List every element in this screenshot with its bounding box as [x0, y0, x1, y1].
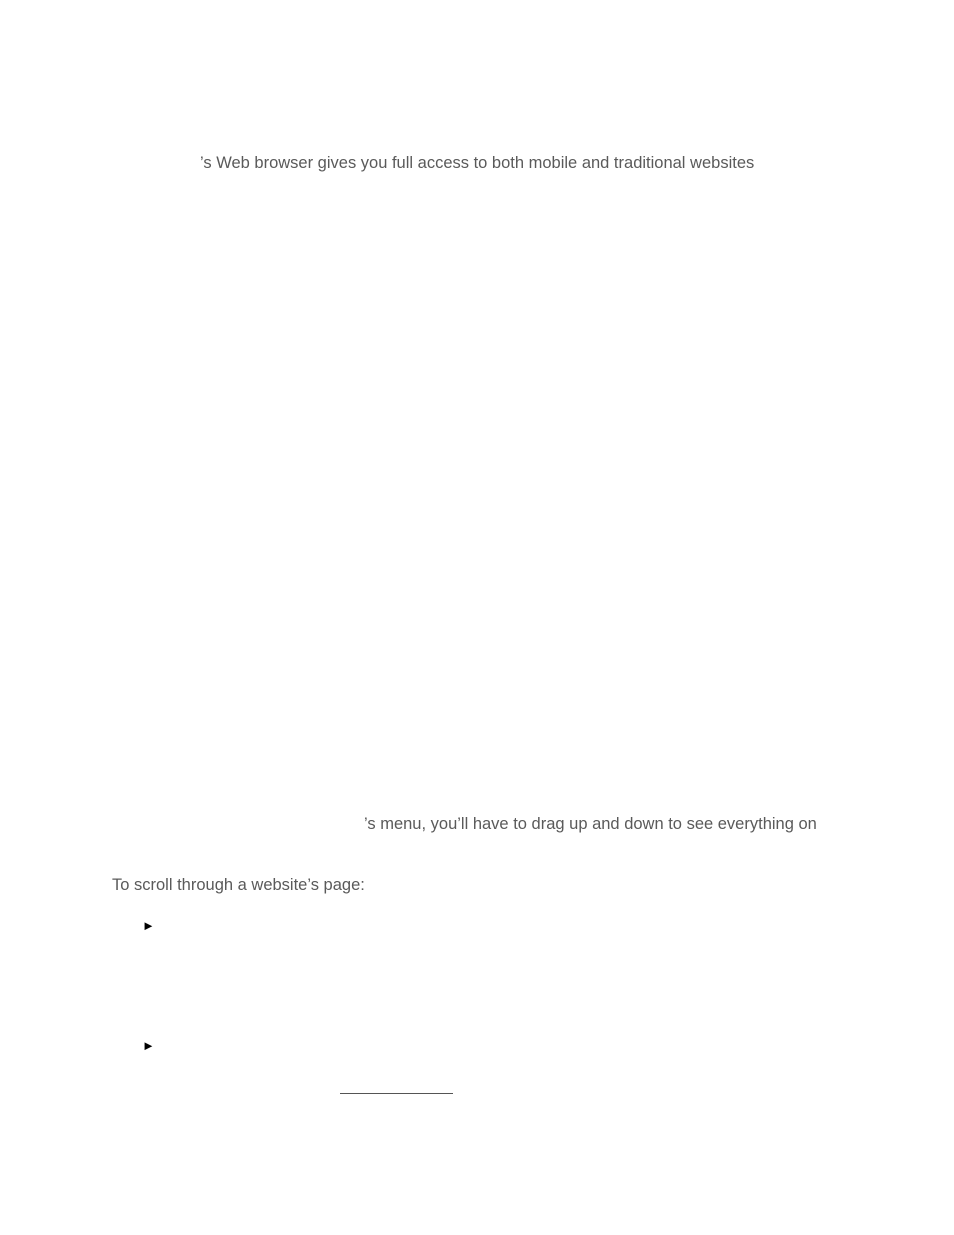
paragraph-menu-drag: ’s menu, you’ll have to drag up and down to see everything on — [364, 815, 817, 833]
underline-rule — [340, 1093, 453, 1094]
paragraph-scroll-heading: To scroll through a website’s page: — [112, 876, 365, 894]
paragraph-browser-access: ’s Web browser gives you full access to both mobile and traditional websites — [200, 154, 755, 172]
bullet-arrow-icon: ► — [142, 1038, 155, 1053]
bullet-arrow-icon: ► — [142, 918, 155, 933]
